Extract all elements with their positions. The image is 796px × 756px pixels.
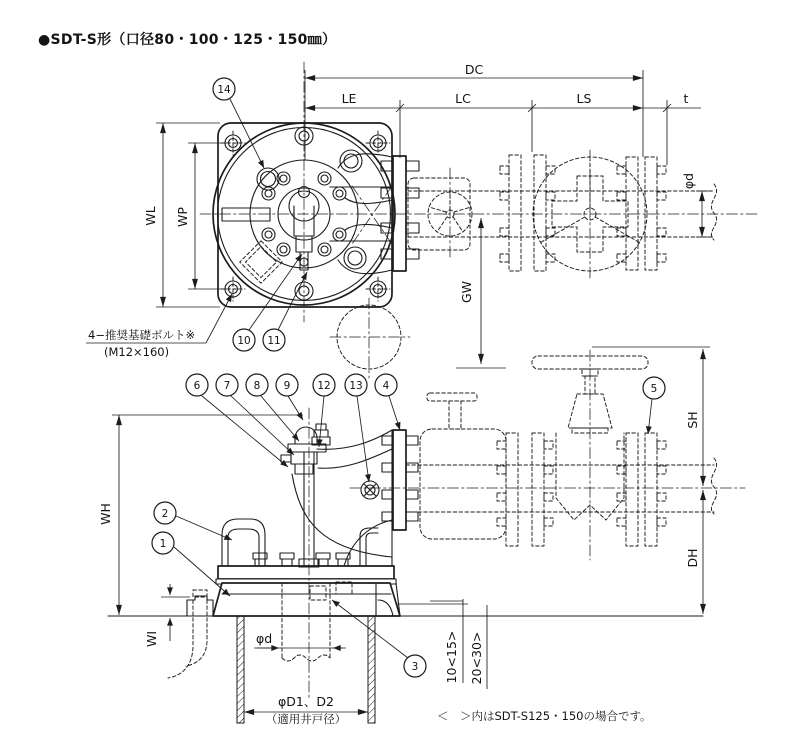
column-pipe-break xyxy=(282,655,330,661)
dim-label-ls: LS xyxy=(576,91,592,106)
discharge-flange-side xyxy=(393,430,406,530)
dim-label-well-caption: （適用井戸径） xyxy=(265,712,347,726)
rib xyxy=(222,208,270,221)
foundation-bolt-note-line2: (M12×160) xyxy=(104,345,170,359)
port-lower xyxy=(344,247,366,269)
dim-label-dc: DC xyxy=(464,62,484,77)
dim-label-offset-large: 20<30> xyxy=(469,631,484,685)
dim-label-gw: GW xyxy=(459,280,474,304)
drain-block xyxy=(187,596,213,616)
callout-9-label: 9 xyxy=(283,380,291,392)
dim-label-wl: WL xyxy=(143,206,158,226)
callout-4 xyxy=(375,374,400,430)
callout-8-label: 8 xyxy=(253,380,261,392)
flange-pair-mid-plan xyxy=(500,155,555,271)
dim-label-column-bore: φd xyxy=(256,631,273,646)
callout-14-label: 14 xyxy=(217,84,231,96)
pipe-break-side xyxy=(711,458,716,514)
plan-callouts xyxy=(86,78,307,359)
air-vent-bolt xyxy=(361,481,379,499)
guard-handle-left xyxy=(222,519,265,566)
foundation-bolt-note-line1: 4−推奨基礎ボルト※ xyxy=(88,328,196,342)
callout-2-label: 2 xyxy=(161,508,169,520)
plan-view-pump-head xyxy=(200,62,760,322)
dim-label-wh: WH xyxy=(98,503,113,525)
well-casing-left xyxy=(237,616,244,723)
callout-12-label: 12 xyxy=(317,380,331,392)
callout-10-label: 10 xyxy=(237,335,251,347)
dim-label-t: t xyxy=(683,91,689,106)
dim-label-wp: WP xyxy=(175,207,190,227)
flange-pair-right-plan xyxy=(617,157,666,270)
foundation-bolt-note xyxy=(86,294,232,359)
callout-11 xyxy=(263,272,307,351)
callout-11-label: 11 xyxy=(267,335,281,347)
bracket-footnote: ＜ ＞内はSDT-S125・150の場合です。 xyxy=(437,709,652,723)
pipe-hidden-lines-side xyxy=(406,465,714,512)
dim-label-wi: WI xyxy=(144,630,159,648)
callout-5 xyxy=(643,377,665,434)
dim-label-dh: DH xyxy=(685,548,700,568)
side-callouts xyxy=(152,374,665,677)
plan-view-piping xyxy=(381,150,717,280)
dim-label-pipe-bore: φd xyxy=(681,172,696,190)
gate-valve-side xyxy=(532,350,648,560)
callout-7-label: 7 xyxy=(223,380,231,392)
side-view-pump xyxy=(108,408,703,723)
well-seat-base xyxy=(213,583,400,616)
spindle-assembly xyxy=(281,408,330,700)
dim-label-le: LE xyxy=(341,91,357,106)
callout-9 xyxy=(276,374,303,420)
guard-handle-right xyxy=(360,528,378,566)
discharge-elbow xyxy=(292,430,392,566)
pipe-break-plan xyxy=(711,184,716,240)
side-view-piping xyxy=(350,350,745,560)
dim-label-well-diameter: φD1、D2 xyxy=(278,694,334,709)
callout-1-label: 1 xyxy=(159,538,167,550)
callout-13-label: 13 xyxy=(349,380,363,392)
dim-label-lc: LC xyxy=(455,91,471,106)
plan-dimensions xyxy=(143,62,710,378)
callout-1 xyxy=(152,532,230,596)
cover-bolts xyxy=(253,553,350,567)
check-valve-side xyxy=(420,393,506,539)
well-cover-plate xyxy=(218,566,394,579)
dim-label-sh: SH xyxy=(685,411,700,429)
callout-3-label: 3 xyxy=(411,661,419,673)
gate-valve-plan xyxy=(533,150,647,280)
figure-title: ●SDT-S形（口径80・100・125・150㎜） xyxy=(38,32,337,48)
callout-5-label: 5 xyxy=(650,383,658,395)
callout-6-label: 6 xyxy=(193,380,201,392)
callout-4-label: 4 xyxy=(382,380,390,392)
dim-label-offset-small: 10<15> xyxy=(444,630,459,684)
